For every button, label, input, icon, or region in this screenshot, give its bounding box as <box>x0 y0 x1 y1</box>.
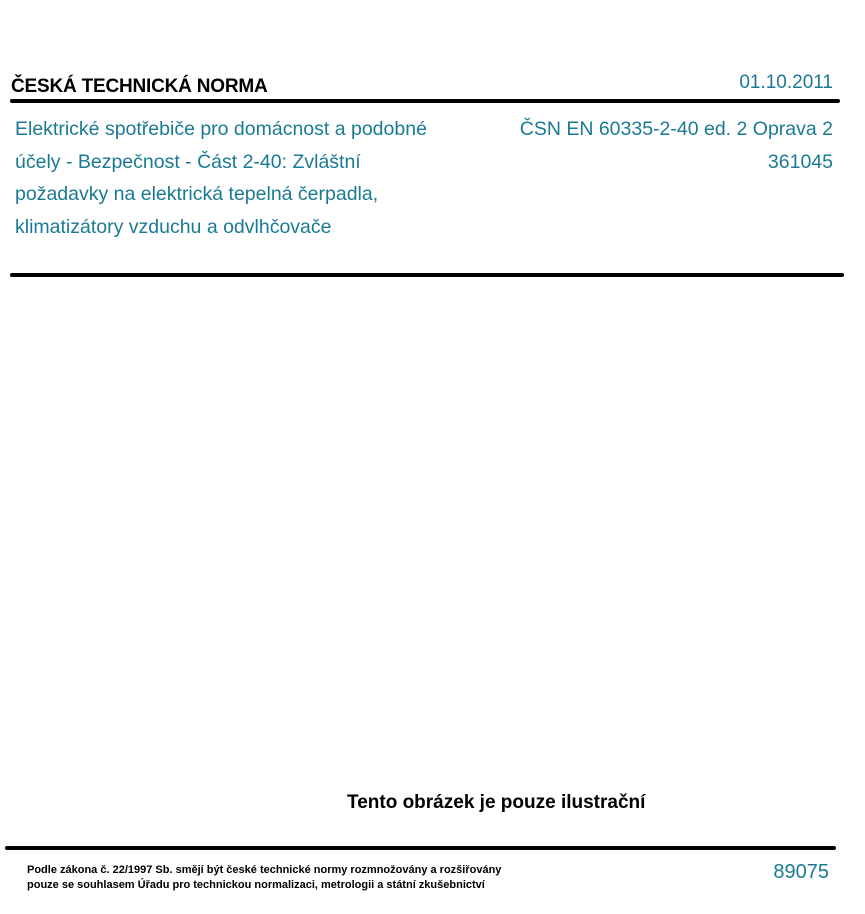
catalog-number: 89075 <box>773 861 829 883</box>
standard-class-number: 361045 <box>767 150 833 173</box>
standard-title-line: Elektrické spotřebiče pro domácnost a podobné <box>15 118 427 140</box>
standard-title-line: účely - Bezpečnost - Část 2-40: Zvláštní <box>15 150 361 173</box>
standard-identifier <box>520 113 833 178</box>
illustration-note: Tento obrázek je pouze ilustrační <box>347 792 646 813</box>
legal-notice-line: pouze se souhlasem Úřadu pro technickou normalizaci, metrologii a státní zkušebnictví <box>27 879 485 891</box>
legal-notice <box>27 863 587 893</box>
legal-notice-line: Podle zákona č. 22/1997 Sb. smějí být české technické normy rozmnožovány a rozšiřovány <box>27 864 502 876</box>
footer-divider <box>5 846 836 850</box>
standard-title-line: požadavky na elektrická tepelná čerpadla, <box>15 183 379 205</box>
document-header-title: ČESKÁ TECHNICKÁ NORMA <box>11 76 268 97</box>
publication-date: 01.10.2011 <box>739 72 833 93</box>
standard-title-line: klimatizátory vzduchu a odvlhčovače <box>15 215 332 238</box>
header-divider <box>10 99 840 103</box>
section-divider <box>10 273 844 277</box>
standard-title <box>15 113 485 243</box>
standard-code: ČSN EN 60335-2-40 ed. 2 Oprava 2 <box>519 118 833 140</box>
